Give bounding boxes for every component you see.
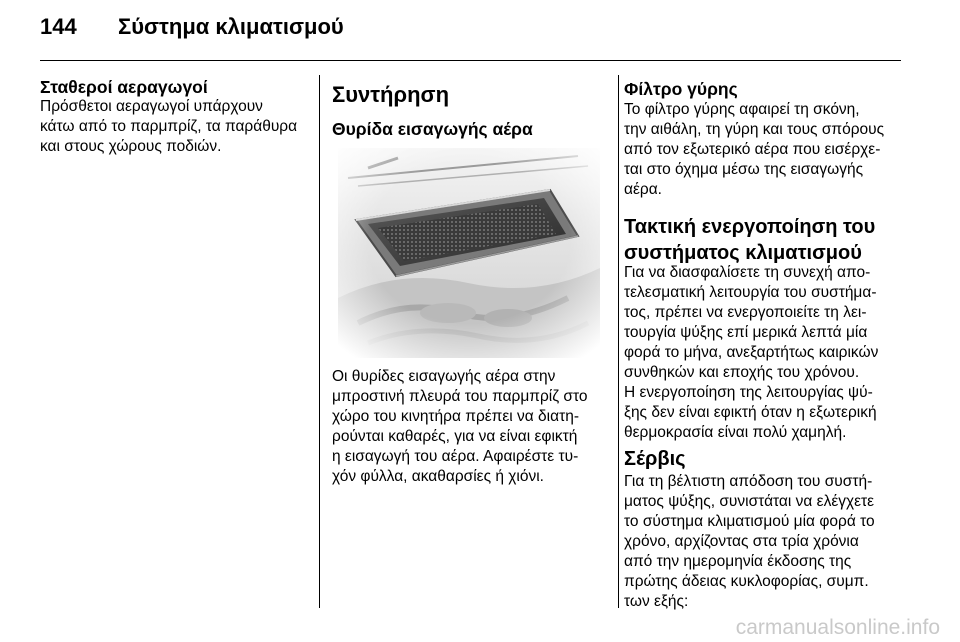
- maintenance-title: Συντήρηση: [332, 82, 450, 107]
- text-line: τουργία ψύξης επί μερικά λεπτά μία: [624, 324, 868, 341]
- text-line: πρώτης άδειας κυκλοφορίας, συμπ.: [624, 573, 869, 590]
- air-intake-heading: Θυρίδα εισαγωγής αέρα: [332, 119, 533, 139]
- text-line: συνθηκών και εποχής του χρόνου.: [624, 364, 860, 381]
- column-divider-right: [618, 75, 619, 608]
- text-line: την αιθάλη, τη γύρη και τους σπόρους: [624, 121, 885, 138]
- fixed-vents-heading: Σταθεροί αεραγωγοί: [40, 77, 208, 97]
- text-line: το σύστημα κλιματισμού μία φορά το: [624, 513, 875, 530]
- text-line: Το φίλτρο γύρης αφαιρεί τη σκόνη,: [624, 101, 860, 118]
- text-line: Οι θυρίδες εισαγωγής αέρα στην: [332, 368, 556, 385]
- service-body: [624, 472, 904, 612]
- text-line: κάτω από το παρμπρίζ, τα παράθυρα: [40, 118, 298, 135]
- text-line: από τον εξωτερικό αέρα που εισέρχε-: [624, 141, 881, 158]
- pollen-filter-heading: Φίλτρο γύρης: [624, 79, 738, 99]
- pollen-filter-body: [624, 100, 904, 200]
- text-line: φορά το μήνα, ανεξαρτήτως καιρικών: [624, 344, 879, 361]
- heading-line: συστήματος κλιματισμού: [624, 242, 862, 264]
- fixed-vents-body: [40, 97, 302, 157]
- regular-activation-body: [624, 263, 904, 443]
- text-line: η εισαγωγή του αέρα. Αφαιρέστε τυ-: [332, 448, 579, 465]
- watermark-link[interactable]: carmanualsonline.info: [735, 616, 940, 639]
- header-rule: [40, 60, 901, 61]
- heading-line: Τακτική ενεργοποίηση του: [624, 216, 876, 238]
- text-line: Πρόσθετοι αεραγωγοί υπάρχουν: [40, 98, 263, 115]
- text-line: Για να διασφαλίσετε τη συνεχή απο-: [624, 264, 871, 281]
- text-line: ξης δεν είναι εφικτή όταν η εξωτερική: [624, 404, 877, 421]
- text-line: αέρα.: [624, 181, 662, 198]
- text-line: χώρο του κινητήρα πρέπει να διατη-: [332, 408, 579, 425]
- text-line: ρούνται καθαρές, για να είναι εφικτή: [332, 428, 578, 445]
- text-line: από την ημερομηνία έκδοσης της: [624, 553, 852, 570]
- text-line: ται στο όχημα μέσω της εισαγωγής: [624, 161, 864, 178]
- text-line: χρόνο, αρχίζοντας στα τρία χρόνια: [624, 533, 859, 550]
- service-heading: Σέρβις: [624, 448, 686, 470]
- running-head: Σύστημα κλιματισμού: [118, 14, 344, 39]
- regular-activation-heading: [624, 214, 904, 266]
- column-divider-left: [319, 75, 320, 608]
- text-line: τος, πρέπει να ενεργοποιείτε τη λει-: [624, 304, 867, 321]
- text-line: Για τη βέλτιστη απόδοση του συστή-: [624, 473, 873, 490]
- text-line: Η ενεργοποίηση της λειτουργίας ψύ-: [624, 384, 873, 401]
- text-line: μπροστινή πλευρά του παρμπρίζ στο: [332, 388, 588, 405]
- text-line: ματος ψύξης, συνιστάται να ελέγχετε: [624, 493, 875, 510]
- text-line: των εξής:: [624, 593, 689, 610]
- text-line: χόν φύλλα, ακαθαρσίες ή χιόνι.: [332, 468, 544, 485]
- text-line: θερμοκρασία είναι πολύ χαμηλή.: [624, 424, 847, 441]
- text-line: τελεσματική λειτουργία του συστήμα-: [624, 284, 877, 301]
- page-number: 144: [40, 14, 77, 39]
- air-intake-body: [332, 367, 602, 487]
- air-intake-illustration: [338, 148, 600, 358]
- text-line: και στους χώρους ποδιών.: [40, 138, 222, 155]
